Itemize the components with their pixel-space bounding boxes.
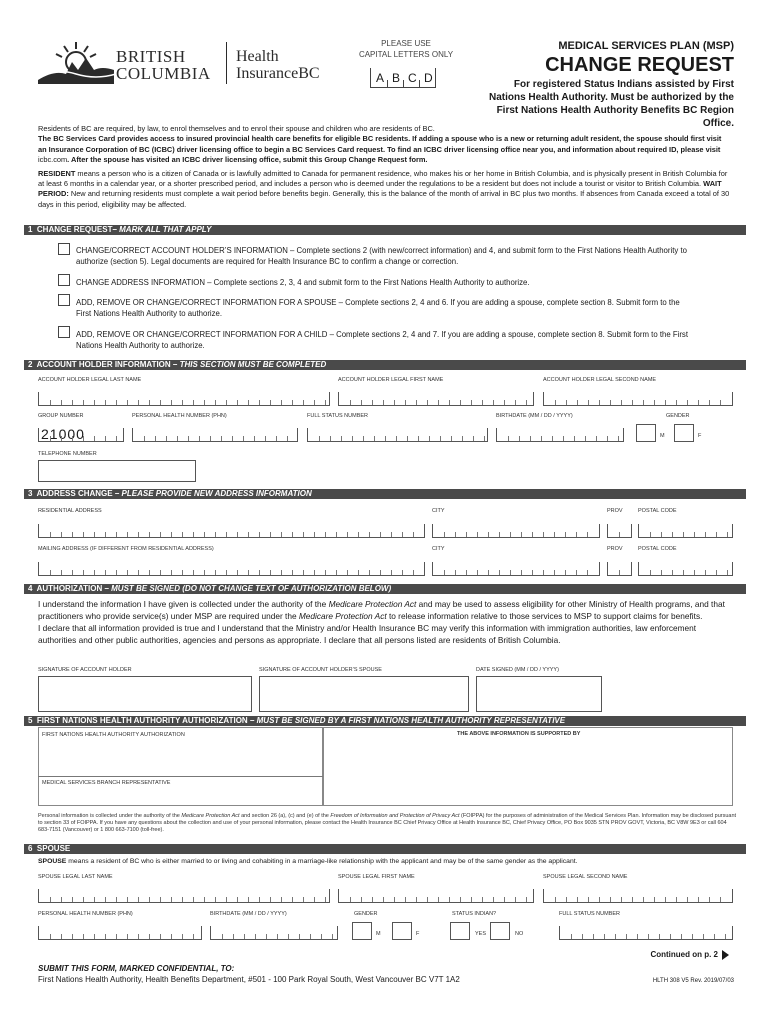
icbc-link[interactable]: icbc.com	[38, 155, 68, 165]
spouse-second-name-label: SPOUSE LEGAL SECOND NAME	[543, 874, 628, 880]
resident-term: RESIDENT	[38, 168, 76, 178]
privacy-act1: Medicare Protection Act	[181, 813, 240, 819]
bc-wordmark-line1: BRITISH	[116, 47, 186, 66]
privacy-notice	[38, 813, 738, 835]
holder-status-number-field[interactable]	[307, 428, 488, 442]
change-holder-checkbox[interactable]	[58, 243, 70, 255]
status-indian-no-label: NO	[515, 931, 524, 937]
section-number: 6	[28, 844, 33, 853]
child-change-label: ADD, REMOVE OR CHANGE/CORRECT INFORMATION FOR A CHILD – Complete sections 2, 4 and 7. If you are adding a spouse, complete section 8. Submit form to the First Nations Health Authority to authorize.	[76, 330, 688, 350]
section-instruction: – THIS SECTION MUST BE COMPLETED	[172, 360, 327, 369]
spouse-phn-label: PERSONAL HEALTH NUMBER (PHN)	[38, 911, 133, 917]
telephone-field[interactable]	[38, 460, 196, 482]
mailing-prov-label: PROV	[607, 546, 623, 552]
intro-p2-b: . After the spouse has visited an ICBC driver licensing office, submit this Group Change Request form.	[67, 155, 428, 165]
holder-phn-field[interactable]	[132, 428, 298, 442]
spouse-gender-f-label: F	[416, 931, 420, 937]
section-4-header	[24, 584, 746, 594]
holder-phn-label: PERSONAL HEALTH NUMBER (PHN)	[132, 413, 227, 419]
hibc-health: Health	[236, 48, 279, 65]
spouse-term: SPOUSE	[38, 858, 67, 865]
residential-address-field[interactable]	[38, 524, 425, 538]
supported-by-box[interactable]	[323, 727, 733, 806]
holder-gender-m-box[interactable]	[636, 424, 656, 442]
holder-gender-label: GENDER	[666, 413, 690, 419]
section-5-header	[24, 716, 746, 726]
section-3-header	[24, 489, 746, 499]
holder-second-name-field[interactable]	[543, 392, 733, 406]
status-indian-label: STATUS INDIAN?	[452, 911, 497, 917]
spouse-change-label: ADD, REMOVE OR CHANGE/CORRECT INFORMATION FOR A SPOUSE – Complete sections 2, 4 and 6. If you are adding a spouse, complete section 8. Submit form to the First Nations Health Authority to authorize.	[76, 298, 680, 318]
holder-gender-f-box[interactable]	[674, 424, 694, 442]
telephone-label: TELEPHONE NUMBER	[38, 451, 97, 457]
form-title: CHANGE REQUEST	[545, 54, 734, 76]
section-title: SPOUSE	[36, 844, 71, 853]
holder-birthdate-label: BIRTHDATE (MM / DD / YYYY)	[496, 413, 573, 419]
holder-last-name-field[interactable]	[38, 392, 330, 406]
change-address-label: CHANGE ADDRESS INFORMATION – Complete sections 2, 3, 4 and submit form to the First Nations Health Authority to authorize.	[76, 278, 530, 287]
change-holder-label: CHANGE/CORRECT ACCOUNT HOLDER’S INFORMATION – Complete sections 2 (with new/correct information) and 4, and submit form to the First Nations Health Authority to authorize (section 5). Legal documents are required for Health Insurance BC to confirm a change or correction.	[76, 246, 687, 266]
holder-birthdate-field[interactable]	[496, 428, 624, 442]
holder-status-number-label: FULL STATUS NUMBER	[307, 413, 369, 419]
sig-holder-label: SIGNATURE OF ACCOUNT HOLDER	[38, 667, 132, 673]
intro-p2-a: The BC Services Card provides access to insured provincial health care benefits for eligible BC residents. If adding a spouse who is a new or returning adult resident, the spouse should first visit an Insurance Corporation of BC (ICBC) driver licensing office to begin a BC Services Card request. To find an ICBC driver licensing office near you, and information about required ID, please visit	[38, 134, 722, 154]
msb-rep-label: MEDICAL SERVICES BRANCH REPRESENTATIVE	[42, 780, 171, 786]
privacy-b: and section 26 (a), (c) and (e) of the	[239, 813, 331, 819]
sun-mountain-icon	[36, 40, 116, 84]
section-title: ACCOUNT HOLDER INFORMATION	[36, 360, 171, 369]
spouse-status-number-field[interactable]	[559, 926, 733, 940]
holder-gender-m-label: M	[660, 433, 665, 439]
section-instruction: – MUST BE SIGNED (DO NOT CHANGE TEXT OF AUTHORIZATION BELOW)	[104, 584, 392, 593]
spouse-first-name-field[interactable]	[338, 889, 534, 903]
residential-city-label: CITY	[432, 508, 445, 514]
spouse-def: means a resident of BC who is either married to or living and cohabiting in a marriage-like relationship with the applicant and may be of the same gender as the applicant.	[66, 858, 578, 865]
form-subtitle: For registered Status Indians assisted by First Nations Health Authority. Must be authorized by the First Nations Health Authority Benefits BC Region Office.	[488, 79, 734, 129]
date-signed-label: DATE SIGNED (MM / DD / YYYY)	[476, 667, 559, 673]
mailing-city-field[interactable]	[432, 562, 600, 576]
section-title: FIRST NATIONS HEALTH AUTHORITY AUTHORIZATION	[36, 716, 248, 725]
residential-postal-field[interactable]	[638, 524, 733, 538]
section-title: ADDRESS CHANGE	[36, 489, 113, 498]
auth-p1-act: Medicare Protection Act	[328, 599, 417, 609]
section-number: 2	[28, 360, 33, 369]
sample-letter: D	[424, 71, 433, 85]
sig-spouse-field[interactable]	[259, 676, 469, 712]
section-1-header	[24, 225, 746, 235]
section-6-header	[24, 844, 746, 854]
date-signed-field[interactable]	[476, 676, 602, 712]
mailing-city-label: CITY	[432, 546, 445, 552]
spouse-gender-label: GENDER	[354, 911, 378, 917]
authorization-p1	[38, 598, 728, 622]
sample-letter: B	[392, 71, 401, 85]
section-number: 3	[28, 489, 33, 498]
intro	[38, 124, 730, 210]
sample-letter-box	[370, 68, 436, 88]
please-use-line1: PLEASE USE	[381, 39, 431, 48]
section-2-header	[24, 360, 746, 370]
continued-text: Continued on p. 2	[650, 950, 718, 959]
sig-holder-field[interactable]	[38, 676, 252, 712]
spouse-gender-m-label: M	[376, 931, 381, 937]
section-number: 4	[28, 584, 33, 593]
spouse-phn-field[interactable]	[38, 926, 202, 940]
residential-prov-field[interactable]	[607, 524, 632, 538]
authorization-text	[38, 598, 728, 646]
spouse-change-checkbox[interactable]	[58, 294, 70, 306]
mailing-postal-field[interactable]	[638, 562, 733, 576]
spouse-birthdate-label: BIRTHDATE (MM / DD / YYYY)	[210, 911, 287, 917]
spouse-status-number-label: FULL STATUS NUMBER	[559, 911, 621, 917]
auth-p1-c: to release information relative to those services to MSP to support claims for benefits.	[386, 611, 703, 621]
auth-p1-act2: Medicare Protection Act	[298, 611, 387, 621]
change-address-checkbox[interactable]	[58, 274, 70, 286]
privacy-act2: Freedom of Information and Protection of Privacy Act	[330, 813, 460, 819]
section-number: 1	[28, 225, 33, 234]
privacy-c: (FOIPPA) for the purposes of administration of the Medical Services Plan. Information may be disclosed pursuant to section 33 of FOIPPA. If you have any questions about the collection and use of your personal information, please contact the Health Insurance BC Chief Privacy Office at Health Insurance BC, Chief Privacy Office, PO Box 9035 STN PROV GOVT, Victoria, BC V8W 9E3 or call 604 683-7151 (Vancouver) or 1 800 663-7100 (toll-free).	[38, 813, 737, 834]
bc-logo	[36, 40, 116, 84]
holder-last-name-label: ACCOUNT HOLDER LEGAL LAST NAME	[38, 377, 142, 383]
form-id: HLTH 308 V5 Rev. 2019/07/03	[652, 978, 734, 984]
submit-heading: SUBMIT THIS FORM, MARKED CONFIDENTIAL, TO:	[38, 964, 235, 973]
fnha-authorization-box[interactable]	[38, 727, 323, 806]
section-instruction: – MARK ALL THAT APPLY	[112, 225, 212, 234]
holder-first-name-field[interactable]	[338, 392, 534, 406]
group-number-label: GROUP NUMBER	[38, 413, 84, 419]
holder-gender-f-label: F	[698, 433, 702, 439]
spouse-last-name-field[interactable]	[38, 889, 330, 903]
auth-p1-a: I understand the information I have given is collected under the authority of the	[38, 599, 329, 609]
mailing-address-label: MAILING ADDRESS (IF DIFFERENT FROM RESIDENTIAL ADDRESS)	[38, 546, 214, 552]
spouse-first-name-label: SPOUSE LEGAL FIRST NAME	[338, 874, 415, 880]
bc-wordmark	[116, 48, 211, 82]
please-use-line2: CAPITAL LETTERS ONLY	[358, 49, 454, 59]
supported-by-label: THE ABOVE INFORMATION IS SUPPORTED BY	[457, 731, 581, 737]
holder-first-name-label: ACCOUNT HOLDER LEGAL FIRST NAME	[338, 377, 444, 383]
spouse-gender-f-box[interactable]	[392, 922, 412, 940]
intro-p3	[38, 169, 730, 211]
sample-letter: A	[376, 71, 385, 85]
wait-def: New and returning residents must complete a wait period before benefits begin. Generally, this is the balance of the month of arrival in BC plus two months. If absences from Canada exceed a total of 30 days in this period, eligibility may be affected.	[38, 189, 730, 209]
resident-def: means a person who is a citizen of Canada or is lawfully admitted to Canada for permanent residence, who makes his or her home in British Columbia, and is physically present in British Columbia for at least 6 months in a calendar year, or a shorter prescribed period, and includes a person who is deemed under the regulations to be a resident but does not include a tourist or visitor to British Columbia.	[38, 168, 728, 189]
residential-city-field[interactable]	[432, 524, 600, 538]
continued-note	[600, 950, 718, 960]
please-use-note	[356, 39, 456, 60]
spouse-birthdate-field[interactable]	[210, 926, 338, 940]
sample-letter: C	[408, 71, 417, 85]
section-instruction: – PLEASE PROVIDE NEW ADDRESS INFORMATION	[114, 489, 312, 498]
arrow-right-icon	[722, 950, 729, 960]
residential-prov-label: PROV	[607, 508, 623, 514]
sig-spouse-label: SIGNATURE OF ACCOUNT HOLDER’S SPOUSE	[259, 667, 382, 673]
logo-divider	[226, 42, 227, 84]
authorization-p2: I declare that all information provided is true and I understand that the Ministry and/or Health Insurance BC may verify this information with immigration authorities, law enforcement authorities and other public authorities, agencies and persons as appropriate. I declare that all persons listed are residents of British Columbia.	[38, 623, 697, 645]
section-instruction: – MUST BE SIGNED BY A FIRST NATIONS HEALTH AUTHORITY REPRESENTATIVE	[249, 716, 566, 725]
wait-term: WAIT PERIOD:	[38, 179, 722, 199]
residential-postal-label: POSTAL CODE	[638, 508, 677, 514]
child-change-checkbox[interactable]	[58, 326, 70, 338]
mailing-postal-label: POSTAL CODE	[638, 546, 677, 552]
status-indian-yes-box[interactable]	[450, 922, 470, 940]
intro-p2	[38, 134, 730, 165]
privacy-a: Personal information is collected under the authority of the	[38, 813, 182, 819]
form-title-small: MEDICAL SERVICES PLAN (MSP)	[558, 40, 734, 52]
residential-address-label: RESIDENTIAL ADDRESS	[38, 508, 102, 514]
spouse-last-name-label: SPOUSE LEGAL LAST NAME	[38, 874, 113, 880]
group-number-field[interactable]	[38, 428, 124, 442]
section-title: CHANGE REQUEST	[36, 225, 113, 234]
hibc-wordmark	[236, 48, 320, 82]
fnha-divider	[38, 776, 323, 777]
status-indian-yes-label: YES	[475, 931, 487, 937]
intro-p1: Residents of BC are required, by law, to enrol themselves and to enrol their spouse and children who are residents of BC.	[38, 124, 435, 133]
fnha-authorization-label: FIRST NATIONS HEALTH AUTHORITY AUTHORIZATION	[42, 732, 185, 738]
spouse-gender-m-box[interactable]	[352, 922, 372, 940]
bc-wordmark-line2: COLUMBIA	[116, 64, 211, 83]
holder-second-name-label: ACCOUNT HOLDER LEGAL SECOND NAME	[543, 377, 657, 383]
hibc-insurancebc: InsuranceBC	[236, 65, 320, 82]
section-title: AUTHORIZATION	[36, 584, 103, 593]
spouse-definition	[38, 858, 738, 866]
mailing-prov-field[interactable]	[607, 562, 632, 576]
spouse-second-name-field[interactable]	[543, 889, 733, 903]
submit-address: First Nations Health Authority, Health Benefits Department, #501 - 100 Park Royal South, West Vancouver BC V7T 1A2	[38, 975, 460, 984]
section-number: 5	[28, 716, 33, 725]
auth-p1-b: and may be used to assess eligibility for other Ministry of Health programs, and that practitioners who provide service(s) under MSP are required under the	[38, 599, 725, 621]
group-number-value: 21000	[41, 426, 85, 442]
status-indian-no-box[interactable]	[490, 922, 510, 940]
mailing-address-field[interactable]	[38, 562, 425, 576]
